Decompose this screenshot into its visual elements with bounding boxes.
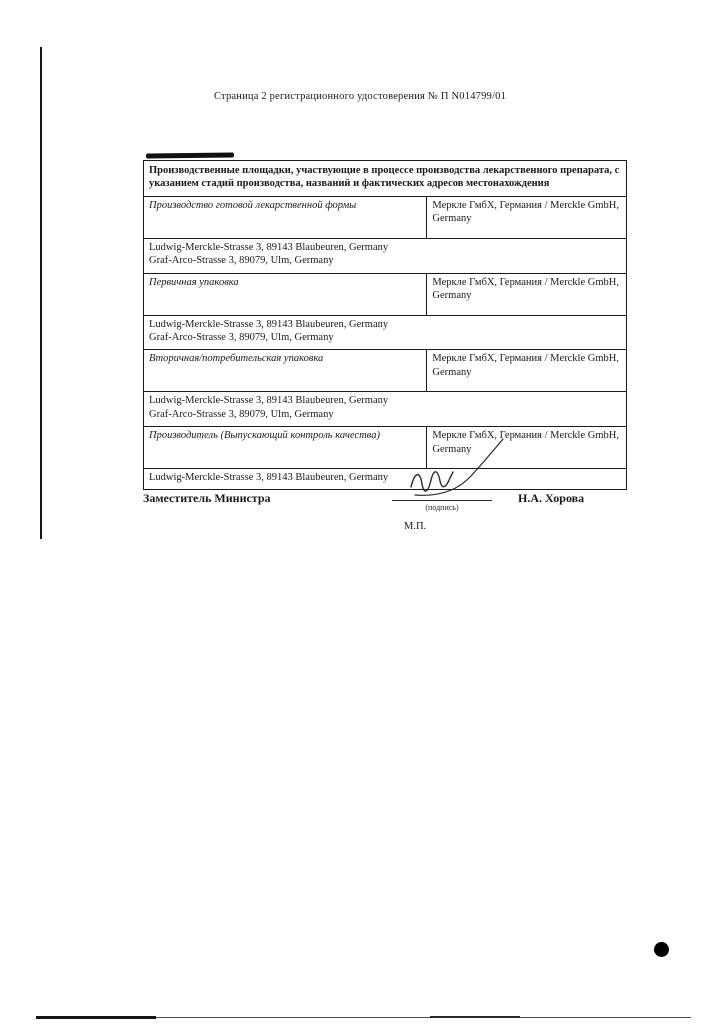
table-row	[144, 315, 627, 350]
address-cell	[144, 238, 627, 273]
address-line: Graf-Arco-Strasse 3, 89079, Ulm, Germany	[149, 255, 334, 267]
address-cell	[144, 315, 627, 350]
signatory-title: Заместитель Министра	[143, 491, 271, 505]
address-line: Ludwig-Merckle-Strasse 3, 89143 Blaubeuren, Germany	[149, 318, 389, 330]
company-cell: Меркле ГмбХ, Германия / Merckle GmbH, Germany	[427, 196, 627, 238]
address-cell	[144, 392, 627, 427]
company-cell: Меркле ГмбХ, Германия / Merckle GmbH, Germany	[427, 427, 627, 469]
table-row	[144, 350, 627, 392]
manufacturing-sites-table	[143, 160, 627, 490]
signature-scribble	[403, 437, 511, 501]
table-row	[144, 392, 627, 427]
signature-caption: (подпись)	[425, 503, 459, 512]
table-row	[144, 427, 627, 469]
table-row	[144, 238, 627, 273]
scan-artifact-bottom-mark	[430, 1016, 520, 1018]
stage-cell: Первичная упаковка	[144, 273, 427, 315]
table-row	[144, 273, 627, 315]
company-cell: Меркле ГмбХ, Германия / Merckle GmbH, Germany	[427, 273, 627, 315]
stage-cell: Производитель (Выпускающий контроль качества)	[144, 427, 427, 469]
address-line: Ludwig-Merckle-Strasse 3, 89143 Blaubeuren, Germany	[149, 395, 389, 407]
signature-line	[392, 500, 492, 501]
address-line: Ludwig-Merckle-Strasse 3, 89143 Blaubeuren, Germany	[149, 472, 389, 483]
stage-cell: Вторичная/потребительская упаковка	[144, 350, 427, 392]
stage-cell: Производство готовой лекарственной формы	[144, 196, 427, 238]
scan-artifact-bottom-mark	[36, 1016, 156, 1019]
table-row	[144, 469, 627, 490]
address-line: Ludwig-Merckle-Strasse 3, 89143 Blaubeuren, Germany	[149, 241, 389, 253]
stamp-placeholder: М.П.	[404, 521, 427, 532]
scan-artifact-dot	[654, 942, 669, 957]
table-header-cell: Производственные площадки, участвующие в процессе производства лекарственного препарата, с указанием стадий производства, названий и фактических адресов местонахождения	[144, 161, 627, 197]
table-header-row	[144, 161, 627, 197]
table-row	[144, 196, 627, 238]
page-header: Страница 2 регистрационного удостоверения № П N014799/01	[213, 91, 507, 102]
scan-artifact-smudge	[146, 153, 234, 159]
company-cell: Меркле ГмбХ, Германия / Merckle GmbH, Germany	[427, 350, 627, 392]
address-cell	[144, 469, 627, 490]
address-line: Graf-Arco-Strasse 3, 89079, Ulm, Germany	[149, 408, 334, 420]
signatory-name: Н.А. Хорова	[518, 491, 585, 505]
scan-artifact-left-line	[40, 47, 42, 539]
address-line: Graf-Arco-Strasse 3, 89079, Ulm, Germany	[149, 331, 334, 343]
